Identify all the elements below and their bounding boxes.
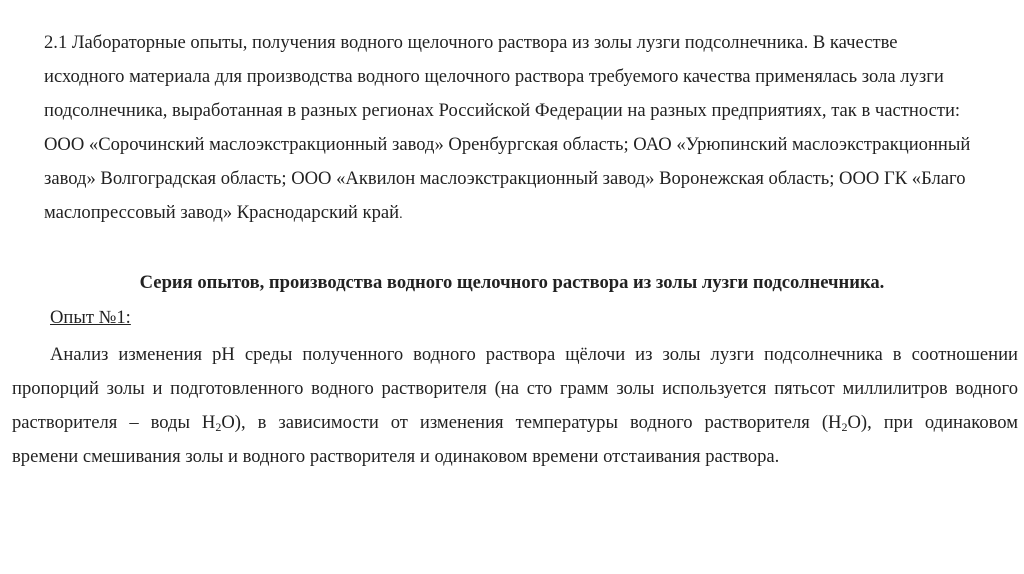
analysis-line-3 <box>12 406 1018 440</box>
analysis-line-3-end: O), при одинаковом <box>847 412 1018 433</box>
subscript-two: 2 <box>215 420 222 434</box>
experiment-label: Опыт №1: <box>50 307 131 328</box>
series-heading: Серия опытов, производства водного щелочного раствора из золы лузги подсолнечника. <box>139 272 885 293</box>
intro-line-6-text: маслопрессовый завод» Краснодарский край <box>44 202 400 223</box>
analysis-line-1: Анализ изменения pH среды полученного водного раствора щёлочи из золы лузги подсолнечника в соотношении <box>50 344 1018 365</box>
analysis-paragraph <box>12 338 1018 474</box>
intro-line-6 <box>44 196 1012 232</box>
analysis-line-3-start: растворителя – воды H <box>12 412 216 433</box>
analysis-line-4: времени смешивания золы и водного растворителя и одинаковом времени отстаивания раствора. <box>12 446 780 467</box>
analysis-line-2: пропорций золы и подготовленного водного растворителя (на сто грамм золы используется пятьсот миллилитров водного <box>12 378 1018 399</box>
subscript-two: 2 <box>841 420 848 434</box>
intro-line-1: 2.1 Лабораторные опыты, получения водного щелочного раствора из золы лузги подсолнечника. В качестве <box>44 32 898 53</box>
intro-line-4: ООО «Сорочинский маслоэкстракционный завод» Оренбургская область; ОАО «Урюпинский маслоэкстракционный <box>44 134 971 155</box>
intro-line-3: подсолнечника, выработанная в разных регионах Российской Федерации на разных предприятиях, так в частности: <box>44 100 961 121</box>
analysis-line-3-middle: O), в зависимости от изменения температуры водного растворителя (H <box>221 412 842 433</box>
intro-paragraph <box>44 26 1012 232</box>
intro-line-2: исходного материала для производства водного щелочного раствора требуемого качества применялась зола лузги <box>44 66 944 87</box>
intro-end-mark: . <box>399 207 403 222</box>
intro-line-5: завод» Волгоградская область; ООО «Аквилон маслоэкстракционный завод» Воронежская область; ООО ГК «Благо <box>44 168 966 189</box>
